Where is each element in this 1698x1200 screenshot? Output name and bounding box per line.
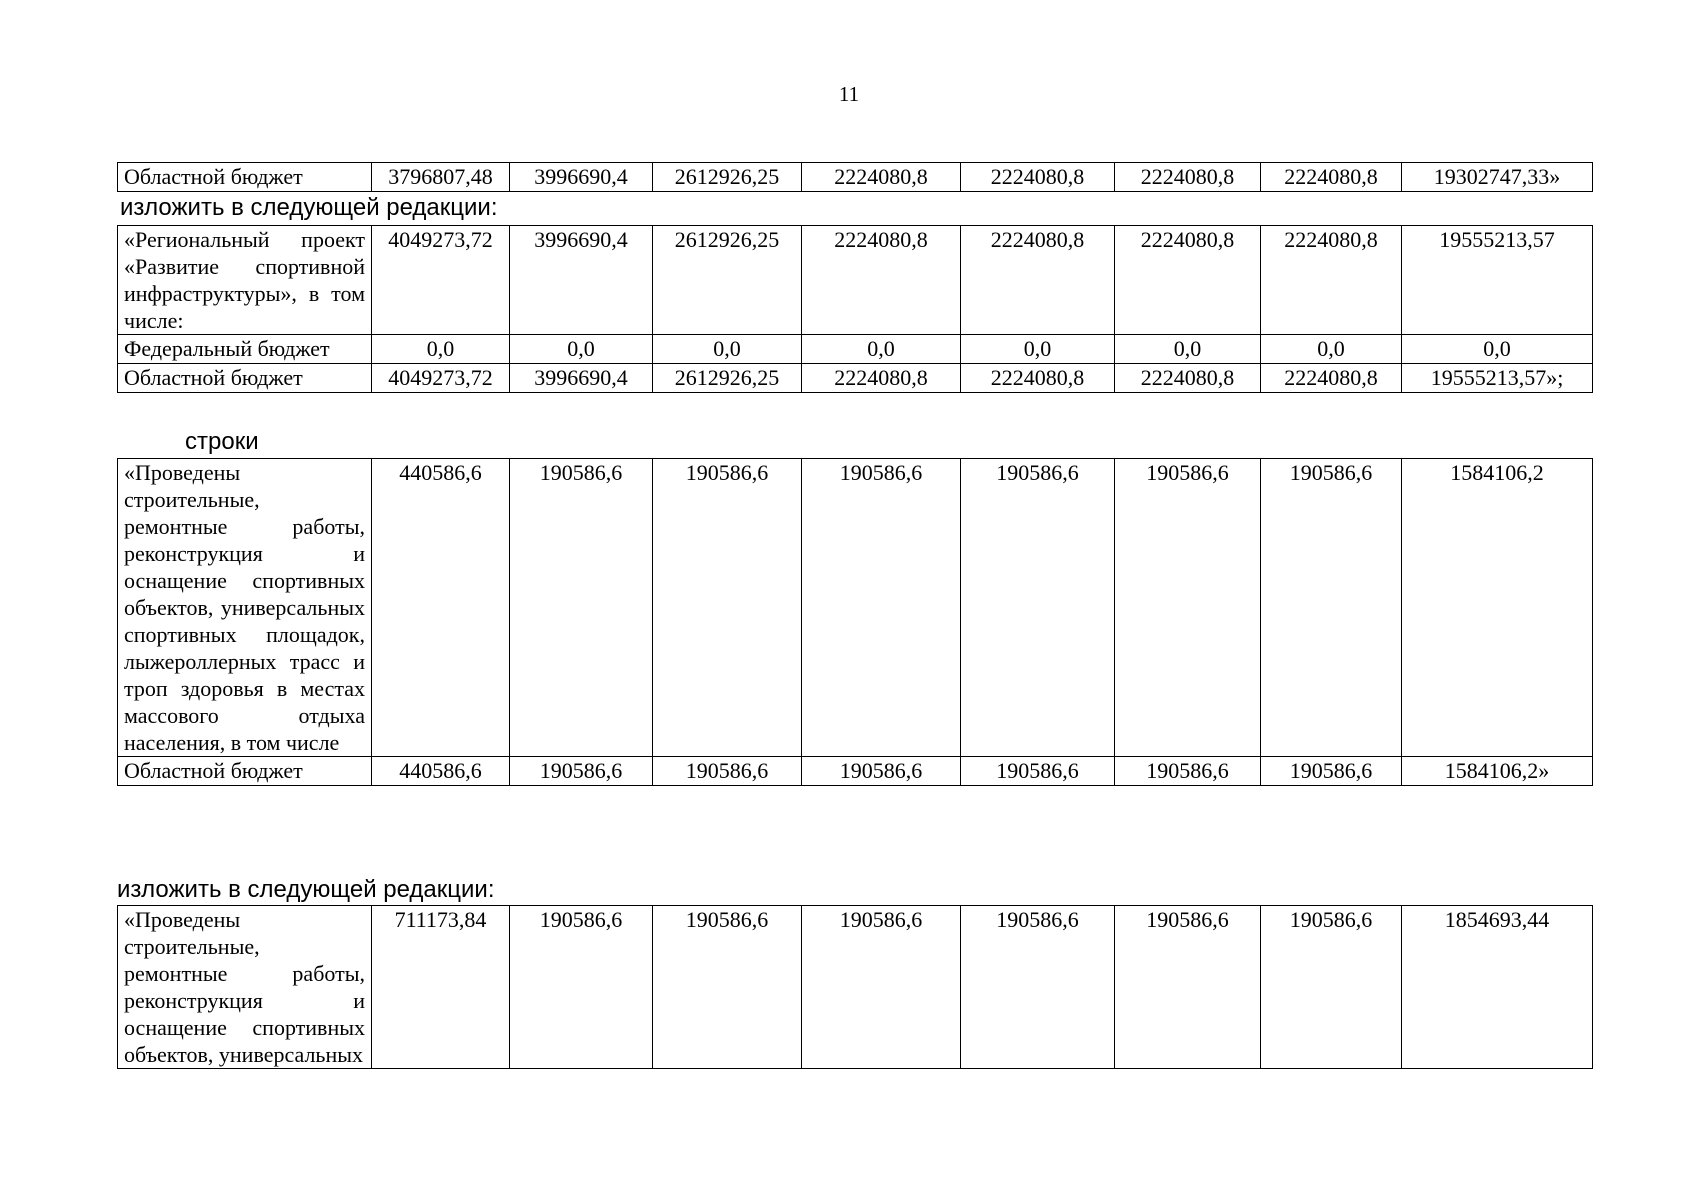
cell-value: 190586,6 [510,757,653,786]
cell-value: 190586,6 [1115,459,1261,757]
cell-value: 2612926,25 [653,226,802,335]
cell-value: 2224080,8 [1115,364,1261,393]
cell-value: 190586,6 [802,906,961,1069]
cell-value: 2612926,25 [653,163,802,192]
cell-value-total: 19302747,33» [1402,163,1593,192]
cell-value: 190586,6 [653,459,802,757]
cell-value: 4049273,72 [372,226,510,335]
row-label-regional-budget: Областной бюджет [118,163,372,192]
cell-value-total: 1854693,44 [1402,906,1593,1069]
cell-value: 190586,6 [961,459,1115,757]
budget-table-2 [117,225,1593,393]
row-label-federal-budget: Федеральный бюджет [118,335,372,364]
cell-value-total: 19555213,57 [1402,226,1593,335]
cell-value: 190586,6 [961,757,1115,786]
cell-value: 190586,6 [510,459,653,757]
cell-value: 3796807,48 [372,163,510,192]
section-heading-replace: изложить в следующей редакции: [117,876,495,903]
cell-value-total: 19555213,57»; [1402,364,1593,393]
cell-value: 0,0 [1261,335,1402,364]
cell-value: 3996690,4 [510,226,653,335]
cell-value: 2224080,8 [1261,226,1402,335]
cell-value: 2224080,8 [961,226,1115,335]
cell-value: 190586,6 [1261,757,1402,786]
cell-value: 0,0 [1115,335,1261,364]
page-number: 11 [838,82,860,106]
cell-value: 0,0 [802,335,961,364]
cell-value: 0,0 [372,335,510,364]
cell-value: 190586,6 [1261,459,1402,757]
cell-value: 440586,6 [372,459,510,757]
table-row [118,163,1593,192]
cell-value: 0,0 [653,335,802,364]
cell-value-total: 1584106,2» [1402,757,1593,786]
cell-value: 2224080,8 [1115,226,1261,335]
cell-value: 440586,6 [372,757,510,786]
cell-value: 190586,6 [1115,906,1261,1069]
table-row [118,459,1593,757]
cell-value: 2224080,8 [802,364,961,393]
row-label-regional-budget: Областной бюджет [118,364,372,393]
cell-value: 4049273,72 [372,364,510,393]
table-row [118,757,1593,786]
cell-value: 2224080,8 [961,163,1115,192]
table-row [118,364,1593,393]
budget-table-4 [117,905,1593,1069]
cell-value: 190586,6 [510,906,653,1069]
cell-value: 0,0 [961,335,1115,364]
table-row [118,335,1593,364]
row-label-regional-budget: Областной бюджет [118,757,372,786]
cell-value: 0,0 [510,335,653,364]
cell-value: 2224080,8 [1261,163,1402,192]
cell-value: 711173,84 [372,906,510,1069]
table-row [118,226,1593,335]
cell-value: 3996690,4 [510,163,653,192]
section-heading-replace: изложить в следующей редакции: [120,194,498,221]
section-heading-lines: строки [185,428,259,455]
cell-value: 190586,6 [802,757,961,786]
cell-value: 2224080,8 [802,163,961,192]
cell-value: 2224080,8 [961,364,1115,393]
cell-value: 2612926,25 [653,364,802,393]
row-label-construction-works: «Проведены строительные, ремонтные работы, реконструкция и оснащение спортивных объектов, универсальных [118,906,372,1069]
budget-table-3 [117,458,1593,786]
row-label-regional-project: «Региональный проект «Развитие спортивной инфраструктуры», в том числе: [118,226,372,335]
cell-value: 3996690,4 [510,364,653,393]
cell-value-total: 0,0 [1402,335,1593,364]
cell-value: 190586,6 [653,906,802,1069]
cell-value: 190586,6 [1115,757,1261,786]
cell-value: 190586,6 [802,459,961,757]
cell-value: 190586,6 [653,757,802,786]
cell-value: 2224080,8 [802,226,961,335]
cell-value: 2224080,8 [1261,364,1402,393]
cell-value: 190586,6 [961,906,1115,1069]
table-row [118,906,1593,1069]
cell-value-total: 1584106,2 [1402,459,1593,757]
row-label-construction-works: «Проведены строительные, ремонтные работы, реконструкция и оснащение спортивных объектов, универсальных спортивных площадок, лыжероллерных трасс и троп здоровья в местах массового отдыха населения, в том числе [118,459,372,757]
cell-value: 190586,6 [1261,906,1402,1069]
cell-value: 2224080,8 [1115,163,1261,192]
budget-table-1 [117,162,1593,192]
